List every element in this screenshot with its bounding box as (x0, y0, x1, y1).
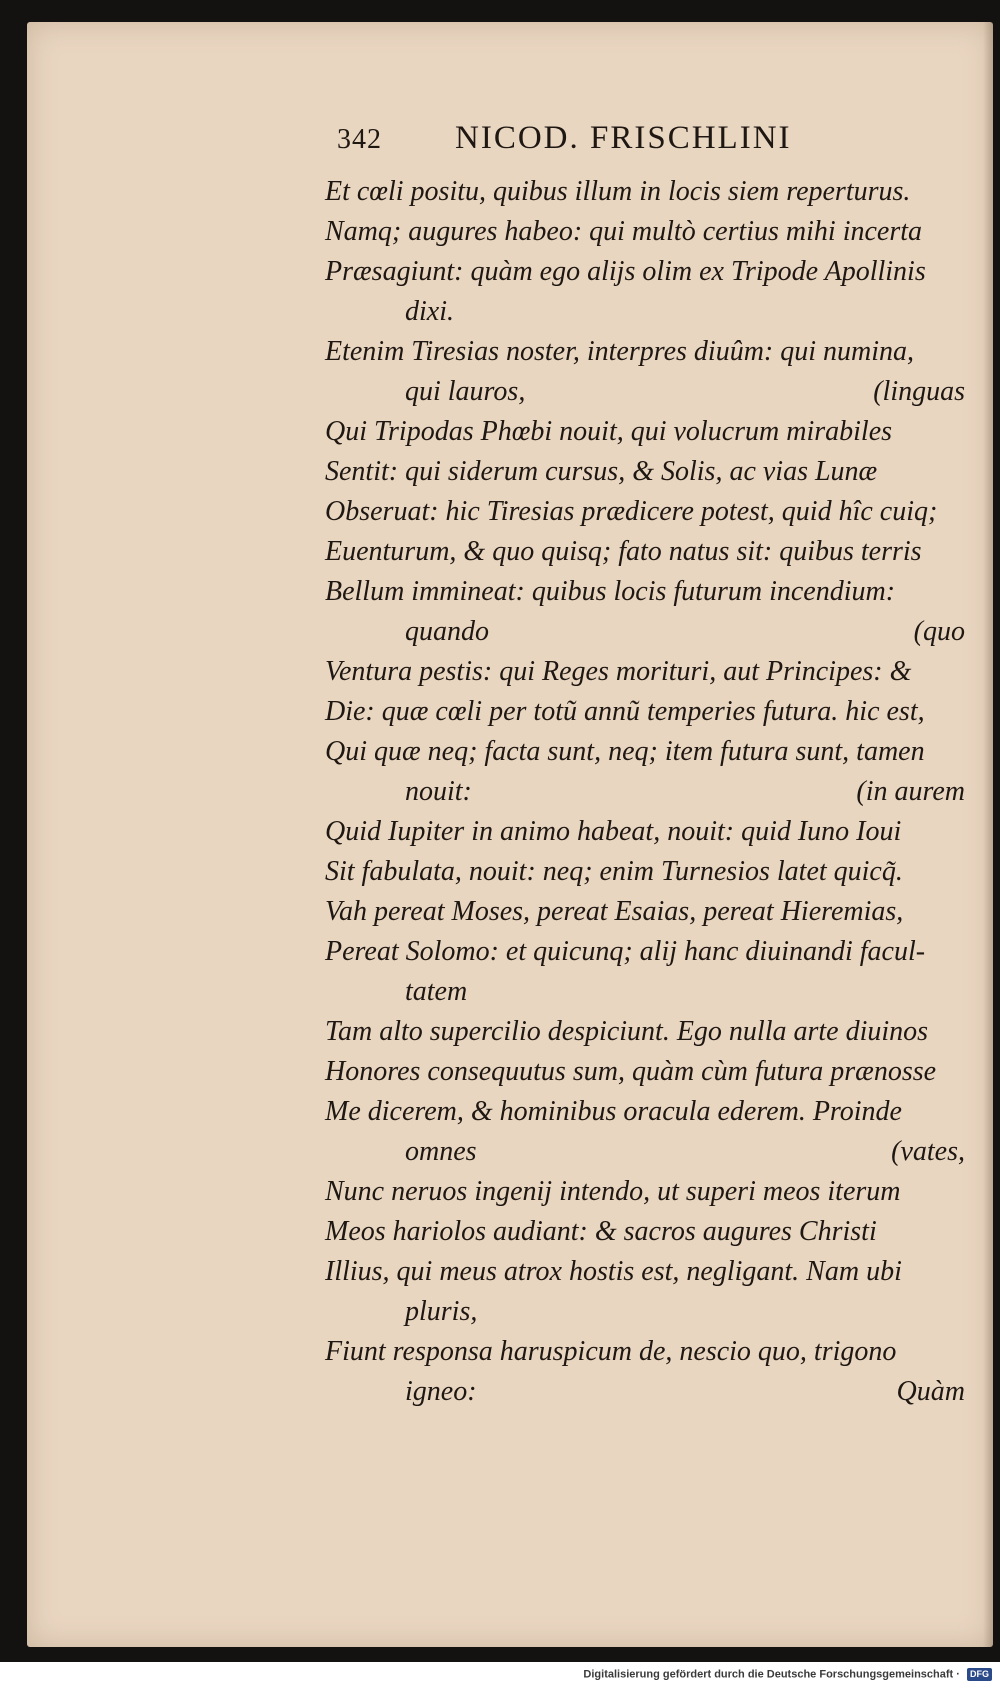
line-text: Et cœli positu, quibus illum in locis siem reperturus. (325, 176, 911, 207)
verse-text-block (325, 172, 965, 1412)
line-text: Sentit: qui siderum cursus, & Solis, ac vias Lunæ (325, 456, 878, 487)
line-text: omnes (405, 1136, 477, 1167)
line-text: Vah pereat Moses, pereat Esaias, pereat Hieremias, (325, 896, 904, 927)
line-text: Sit fabulata, nouit: neq; enim Turnesios latet quicq̃. (325, 856, 903, 887)
line-text: Illius, qui meus atrox hostis est, negligant. Nam ubi (325, 1256, 902, 1287)
text-line (325, 212, 965, 252)
line-turnover: (quo (913, 616, 965, 647)
line-text: Me dicerem, & hominibus oracula ederem. Proinde (325, 1096, 902, 1127)
text-line (325, 372, 965, 412)
line-text: Euenturum, & quo quisq; fato natus sit: quibus terris (325, 536, 922, 567)
running-head: NICOD. FRISCHLINI (455, 120, 792, 156)
line-text: Etenim Tiresias noster, interpres diuûm: qui numina, (325, 336, 915, 367)
line-turnover: (vates, (891, 1136, 965, 1167)
line-turnover: (in aurem (856, 776, 965, 807)
text-line (325, 412, 965, 452)
digitization-footer (0, 1668, 992, 1681)
text-line (325, 1052, 965, 1092)
line-text: Pereat Solomo: et quicunq; alij hanc diuinandi facul- (325, 936, 926, 967)
line-text: nouit: (405, 776, 472, 807)
line-text: Nunc neruos ingenij intendo, ut superi meos iterum (325, 1176, 901, 1207)
line-text: Die: quæ cœli per totũ annũ temperies futura. hic est, (325, 696, 925, 727)
text-line (325, 252, 965, 292)
text-line (325, 852, 965, 892)
text-line (325, 932, 965, 972)
text-line (325, 572, 965, 612)
text-line (325, 1372, 965, 1412)
text-line (325, 492, 965, 532)
dfg-logo-icon: DFG (967, 1668, 992, 1681)
text-line (325, 1132, 965, 1172)
line-text: dixi. (405, 296, 454, 327)
text-line (325, 692, 965, 732)
line-text: igneo: (405, 1376, 477, 1407)
text-line (325, 1172, 965, 1212)
line-turnover: Quàm (896, 1376, 965, 1407)
page-number: 342 (337, 124, 382, 155)
text-line (325, 972, 965, 1012)
line-text: Præsagiunt: quàm ego alijs olim ex Tripode Apollinis (325, 256, 926, 287)
line-text: Qui quæ neq; facta sunt, neq; item futura sunt, tamen (325, 736, 925, 767)
text-line (325, 292, 965, 332)
line-text: Namq; augures habeo: qui multò certius mihi incerta (325, 216, 923, 247)
text-line (325, 612, 965, 652)
line-text: quando (405, 616, 489, 647)
page-header (337, 118, 857, 158)
line-turnover: (linguas (873, 376, 965, 407)
line-text: tatem (405, 976, 468, 1007)
text-line (325, 732, 965, 772)
text-line (325, 772, 965, 812)
text-line (325, 652, 965, 692)
text-line (325, 1012, 965, 1052)
text-line (325, 1092, 965, 1132)
text-line (325, 452, 965, 492)
line-text: Bellum immineat: quibus locis futurum incendium: (325, 576, 896, 607)
line-text: Quid Iupiter in animo habeat, nouit: quid Iuno Ioui (325, 816, 902, 847)
line-text: Ventura pestis: qui Reges morituri, aut Principes: & (325, 656, 912, 687)
text-line (325, 892, 965, 932)
line-text: Fiunt responsa haruspicum de, nescio quo, trigono (325, 1336, 897, 1367)
text-line (325, 1292, 965, 1332)
line-text: qui lauros, (405, 376, 526, 407)
text-line (325, 1212, 965, 1252)
line-text: Tam alto supercilio despiciunt. Ego nulla arte diuinos (325, 1016, 929, 1047)
line-text: pluris, (405, 1296, 478, 1327)
line-text: Honores consequutus sum, quàm cùm futura prænosse (325, 1056, 937, 1087)
line-text: Meos hariolos audiant: & sacros augures Christi (325, 1216, 877, 1247)
line-text: Qui Tripodas Phœbi nouit, qui volucrum mirabiles (325, 416, 893, 447)
text-line (325, 1332, 965, 1372)
text-line (325, 532, 965, 572)
line-text: Obseruat: hic Tiresias prædicere potest, quid hîc cuiq; (325, 496, 938, 527)
text-line (325, 332, 965, 372)
text-line (325, 812, 965, 852)
text-line (325, 1252, 965, 1292)
footer-credit: Digitalisierung gefördert durch die Deutsche Forschungsgemeinschaft · (583, 1668, 960, 1681)
text-line (325, 172, 965, 212)
